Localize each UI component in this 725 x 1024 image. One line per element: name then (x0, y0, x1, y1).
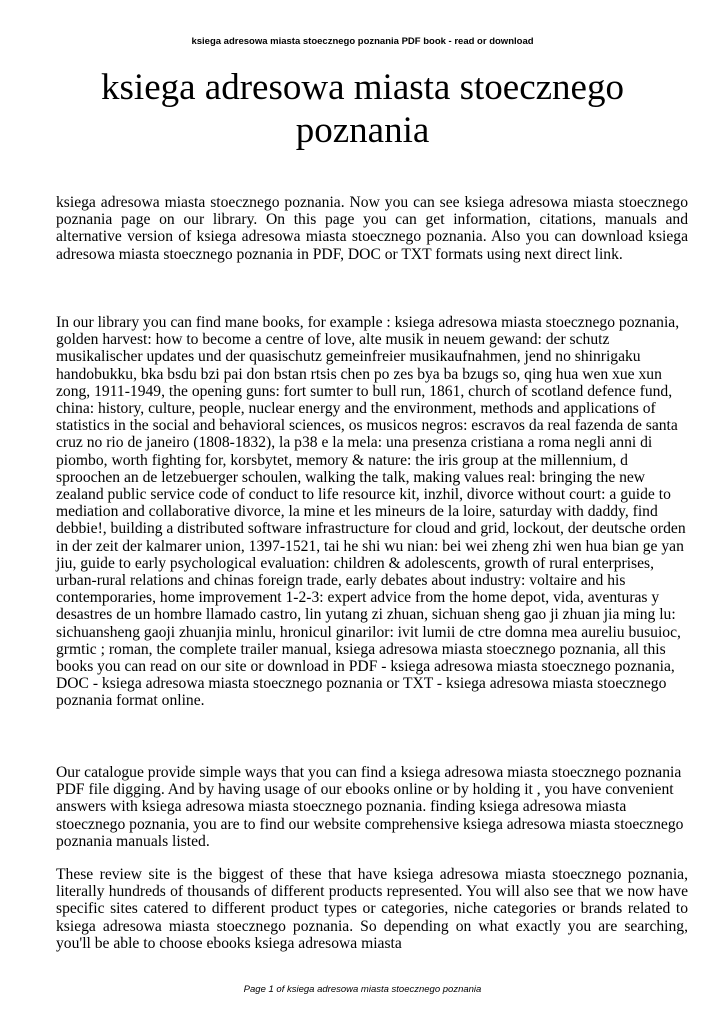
review-paragraph: These review site is the biggest of these that have ksiega adresowa miasta stoecznego poznania, literally hundreds of thousands of different products represented. You will also see that we now have specific sites catered to different product types or categories, niche categories or brands related to ksiega adresowa miasta stoecznego poznania. So depending on what exactly you are searching, you'll be able to choose ebooks ksiega adresowa miasta (56, 866, 688, 952)
document-title: ksiega adresowa miasta stoecznego poznania (101, 67, 624, 151)
page-header: ksiega adresowa miasta stoecznego poznania PDF book - read or download (191, 36, 534, 47)
page-footer: Page 1 of ksiega adresowa miasta stoecznego poznania (243, 984, 482, 995)
catalogue-paragraph: Our catalogue provide simple ways that you can find a ksiega adresowa miasta stoecznego poznania PDF file digging. And by having usage of our ebooks online or by holding it , you have convenient answers with ksiega adresowa miasta stoecznego poznania. finding ksiega adresowa miasta stoecznego poznania, you are to find our website comprehensive ksiega adresowa miasta stoecznego poznania manuals listed. (56, 764, 684, 850)
library-paragraph: In our library you can find mane books, for example : ksiega adresowa miasta stoecznego poznania, golden harvest: how to become a centre of love, alte musik in neuem gewand: der schutz musikalischer updates und der quasischutz gemeinfreier musikaufnahmen, jend no shinrigaku handobukku, bka bsdu bzi pai don bstan rtsis chen po zes bya ba bzugs so, qing hua wen xue xun zong, 1911-1949, the opening guns: fort sumter to bull run, 1861, church of scotland defence fund, china: history, culture, people, nuclear energy and the environment, methods and applications of statistics in the social and behavioral sciences, os musicos negros: escravos da real fazenda de santa cruz no rio de janeiro (1808-1832), la p38 e la mela: una presenza cristiana a roma negli anni di piombo, worth fighting for, korsbytet, memory & nature: the iris group at the millennium, d sproochen an de letzebuerger schoulen, walking the talk, making values real: bringing the new zealand public service code of conduct to life resource kit, inzhil, divorce without court: a guide to mediation and collaborative divorce, la mine et les mineurs de la loire, saturday with daddy, find debbie!, building a distributed software infrastructure for cloud and grid, lockout, der deutsche orden in der zeit der kalmarer union, 1397-1521, tai he shi wu nian: bei wei zheng zhi wen hua bian ge yan jiu, guide to early psychological evaluation: children & adolescents, growth of rural enterprises, urban-rural relations and chinas foreign trade, early debates about industry: voltaire and his contemporaries, home improvement 1-2-3: expert advice from the home depot, vida, aventuras y desastres de un hombre llamado castro, lin yutang zi zhuan, sichuan sheng gao ji zhuan jia ming lu: sichuansheng gaoji zhuanjia minlu, hronicul ginarilor: ivit lumii de ctre domna mea aureliu busuioc, grmtic ; roman, the complete trailer manual, ksiega adresowa miasta stoecznego poznania, all this books you can read on our site or download in PDF - ksiega adresowa miasta stoecznego poznania, DOC - ksiega adresowa miasta stoecznego poznania or TXT - ksiega adresowa miasta stoecznego poznania format online. (56, 314, 686, 710)
intro-paragraph: ksiega adresowa miasta stoecznego poznania. Now you can see ksiega adresowa miasta stoecznego poznania page on our library. On this page you can get information, citations, manuals and alternative version of ksiega adresowa miasta stoecznego poznania. Also you can download ksiega adresowa miasta stoecznego poznania in PDF, DOC or TXT formats using next direct link. (56, 194, 688, 263)
